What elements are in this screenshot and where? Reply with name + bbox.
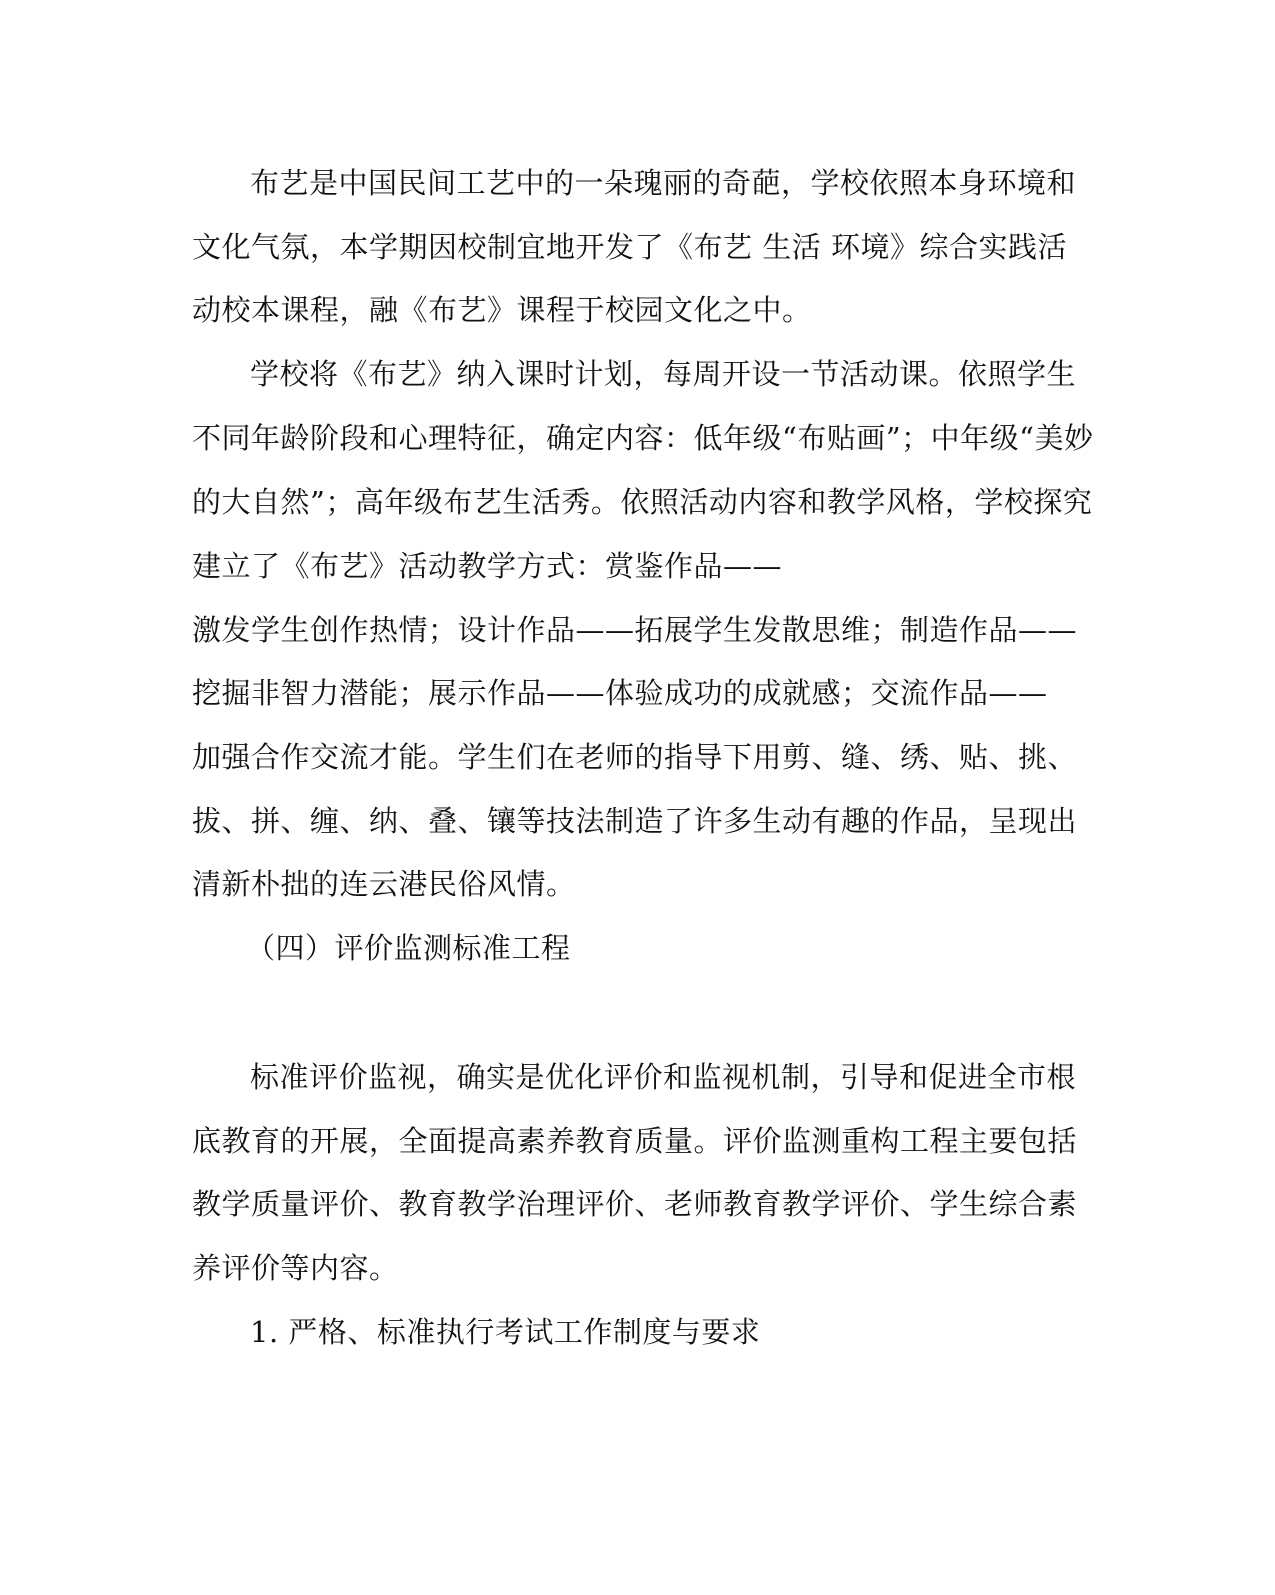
paragraph-2-line-2: 不同年龄阶段和心理特征，确定内容：低年级“布贴画”；中年级“美妙	[192, 421, 1094, 455]
numbered-item-1: 1. 严格、标准执行考试工作制度与要求	[250, 1315, 761, 1349]
section-heading: （四）评价监测标准工程	[246, 931, 571, 965]
paragraph-2-line-4: 建立了《布艺》活动教学方式：赏鉴作品——	[192, 549, 783, 583]
paragraph-2-line-6: 挖掘非智力潜能；展示作品——体验成功的成就感；交流作品——	[192, 676, 1048, 710]
paragraph-2-line-7: 加强合作交流才能。学生们在老师的指导下用剪、缝、绣、贴、挑、	[192, 740, 1078, 774]
paragraph-3-line-4: 养评价等内容。	[192, 1251, 399, 1285]
paragraph-1-line-1: 布艺是中国民间工艺中的一朵瑰丽的奇葩，学校依照本身环境和	[250, 166, 1077, 200]
paragraph-3-line-2: 底教育的开展，全面提高素养教育质量。评价监测重构工程主要包括	[192, 1124, 1078, 1158]
paragraph-1-line-2: 文化气氛，本学期因校制宜地开发了《布艺 生活 环境》综合实践活	[192, 230, 1067, 264]
paragraph-2-line-5: 激发学生创作热情；设计作品——拓展学生发散思维；制造作品——	[192, 613, 1078, 647]
paragraph-3-line-1: 标准评价监视，确实是优化评价和监视机制，引导和促进全市根	[250, 1060, 1077, 1094]
paragraph-2-line-1: 学校将《布艺》纳入课时计划，每周开设一节活动课。依照学生	[250, 357, 1077, 391]
paragraph-2-line-8: 拔、拼、缠、纳、叠、镶等技法制造了许多生动有趣的作品，呈现出	[192, 804, 1078, 838]
paragraph-1-line-3: 动校本课程，融《布艺》课程于校园文化之中。	[192, 293, 812, 327]
paragraph-3-line-3: 教学质量评价、教育教学治理评价、老师教育教学评价、学生综合素	[192, 1187, 1078, 1221]
paragraph-2-line-3: 的大自然”；高年级布艺生活秀。依照活动内容和教学风格，学校探究	[192, 485, 1093, 519]
paragraph-2-line-9: 清新朴拙的连云港民俗风情。	[192, 867, 576, 901]
